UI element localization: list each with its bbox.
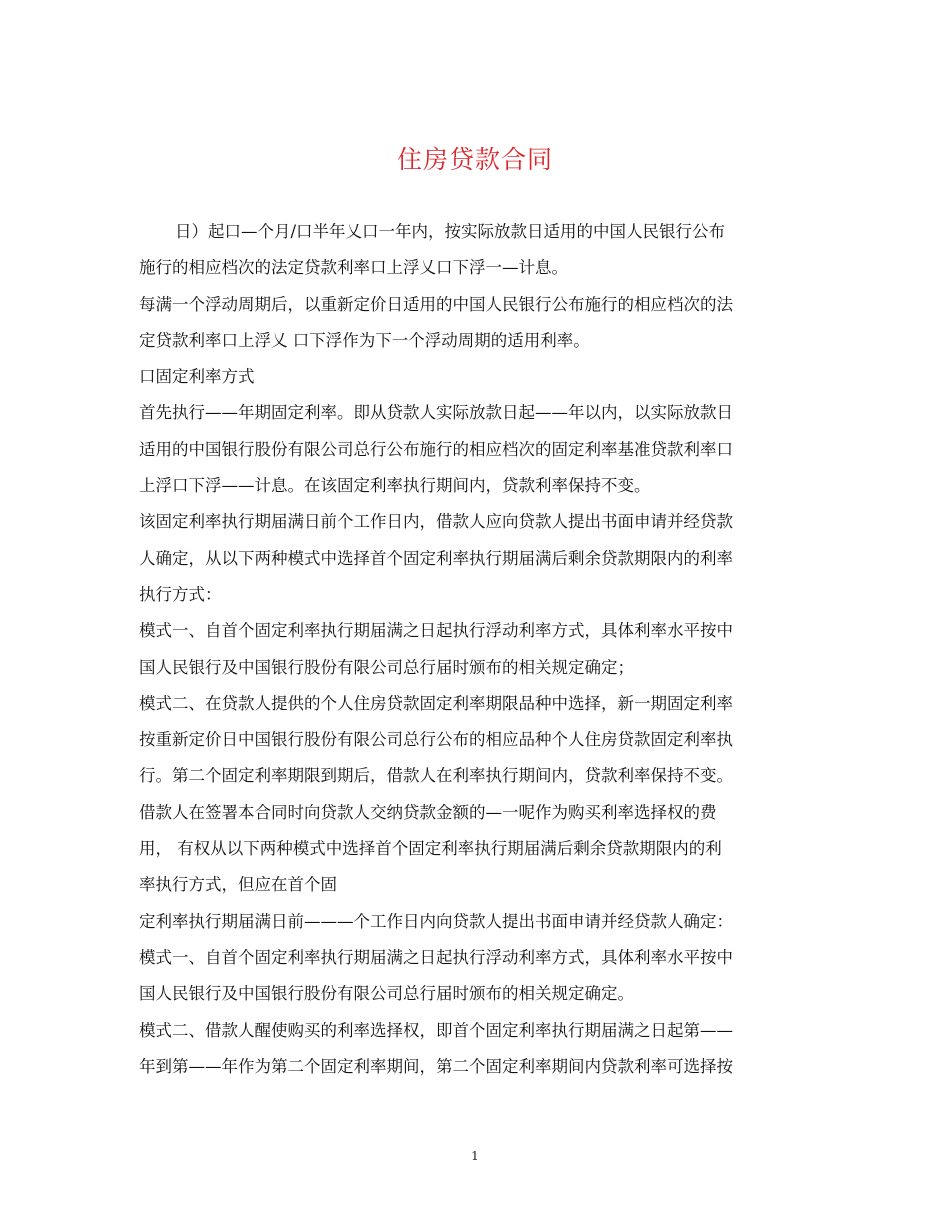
text-line: 每满一个浮动周期后，以重新定价日适用的中国人民银行公布施行的相应档次的法 [139, 294, 733, 314]
text-line: 施行的相应档次的法定贷款利率口上浮乂口下浮一—计息。 [139, 258, 568, 278]
text-line: 模式一、自首个固定利率执行期届满之日起执行浮动利率方式，具体利率水平按中 [139, 621, 733, 641]
text-line: 执行方式： [139, 584, 222, 604]
text-line: 上浮口下浮——计息。在该固定利率执行期间内，贷款利率保持不变。 [139, 476, 651, 496]
document-body [139, 214, 813, 1085]
text-line: 模式二、借款人醒使购买的利率选择权，即首个固定利率执行期届满之日起第—— [139, 1020, 733, 1040]
text-line: 该固定利率执行期届满日前个工作日内，借款人应向贷款人提出书面申请并经贷款 [139, 512, 733, 532]
text-line: 首先执行——年期固定利率。即从贷款人实际放款日起——年以内，以实际放款日 [139, 403, 733, 423]
text-line: 定利率执行期届满日前———个工作日内向贷款人提出书面申请并经贷款人确定： [139, 911, 733, 931]
text-line: 适用的中国银行股份有限公司总行公布施行的相应档次的固定利率基准贷款利率口 [139, 439, 733, 459]
text-line: 模式二、在贷款人提供的个人住房贷款固定利率期限品种中选择，新一期固定利率 [139, 693, 733, 713]
text-line: 行。第二个固定利率期限到期后，借款人在利率执行期间内，贷款利率保持不变。 [139, 766, 733, 786]
document-title: 住房贷款合同 [396, 145, 553, 174]
text-line: 借款人在签署本合同时向贷款人交纳贷款金额的—一呢作为购买利率选择权的费 [139, 802, 717, 822]
text-line: 人确定，从以下两种模式中选择首个固定利率执行期届满后剩余贷款期限内的利率 [139, 548, 733, 568]
text-line: 按重新定价日中国银行股份有限公司总行公布的相应品种个人住房贷款固定利率执 [139, 730, 733, 750]
text-line: 定贷款利率口上浮乂 口下浮作为下一个浮动周期的适用利率。 [139, 330, 590, 350]
text-line: 口固定利率方式 [139, 367, 255, 387]
text-line: 年到第——年作为第二个固定利率期间，第二个固定利率期间内贷款利率可选择按 [139, 1056, 733, 1076]
text-line: 日）起口—个月/口半年乂口一年内，按实际放款日适用的中国人民银行公布 [175, 222, 726, 241]
text-line: 率执行方式，但应在首个固 [139, 875, 337, 895]
page-number: 1 [471, 1149, 479, 1163]
text-line: 国人民银行及中国银行股份有限公司总行届时颁布的相关规定确定； [139, 657, 634, 677]
text-line: 模式一、自首个固定利率执行期届满之日起执行浮动利率方式，具体利率水平按中 [139, 947, 733, 967]
text-line: 国人民银行及中国银行股份有限公司总行届时颁布的相关规定确定。 [139, 984, 634, 1004]
text-line: 用， 有权从以下两种模式中选择首个固定利率执行期届满后剩余贷款期限内的利 [139, 839, 722, 859]
